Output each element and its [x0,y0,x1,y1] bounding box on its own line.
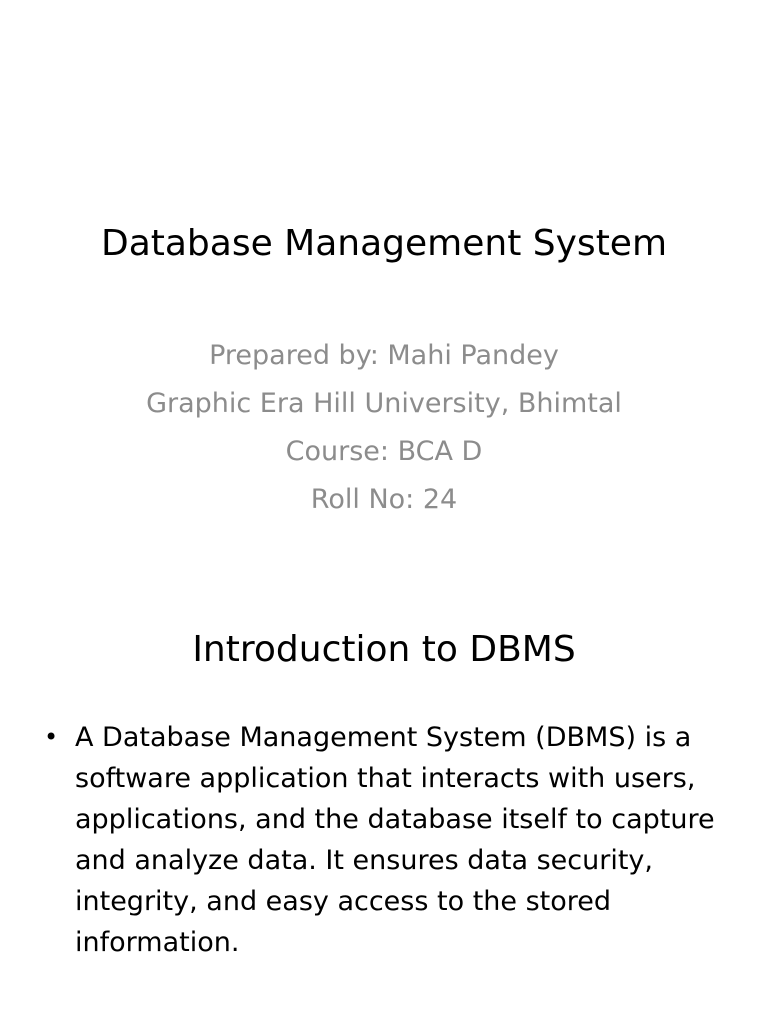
subtitle-line-course: Course: BCA D [285,436,483,467]
subtitle-line-university: Graphic Era Hill University, Bhimtal [146,388,622,419]
bullet-list [0,717,768,963]
bullet-icon: • [44,723,59,751]
content-slide [0,576,768,1024]
section-title: Introduction to DBMS [192,629,576,670]
subtitle-line-roll-no: Roll No: 24 [310,484,458,515]
subtitle-line-prepared-by: Prepared by: Mahi Pandey [209,340,559,371]
bullet-item [0,717,768,963]
bullet-text: A Database Management System (DBMS) is a software application that interacts with users, applications, and the database itself to capture and analyze data. It ensures data security, integrity, and easy access to the stored information. [75,722,715,958]
slide-title: Database Management System [100,223,668,264]
slide-subtitle [0,332,768,524]
